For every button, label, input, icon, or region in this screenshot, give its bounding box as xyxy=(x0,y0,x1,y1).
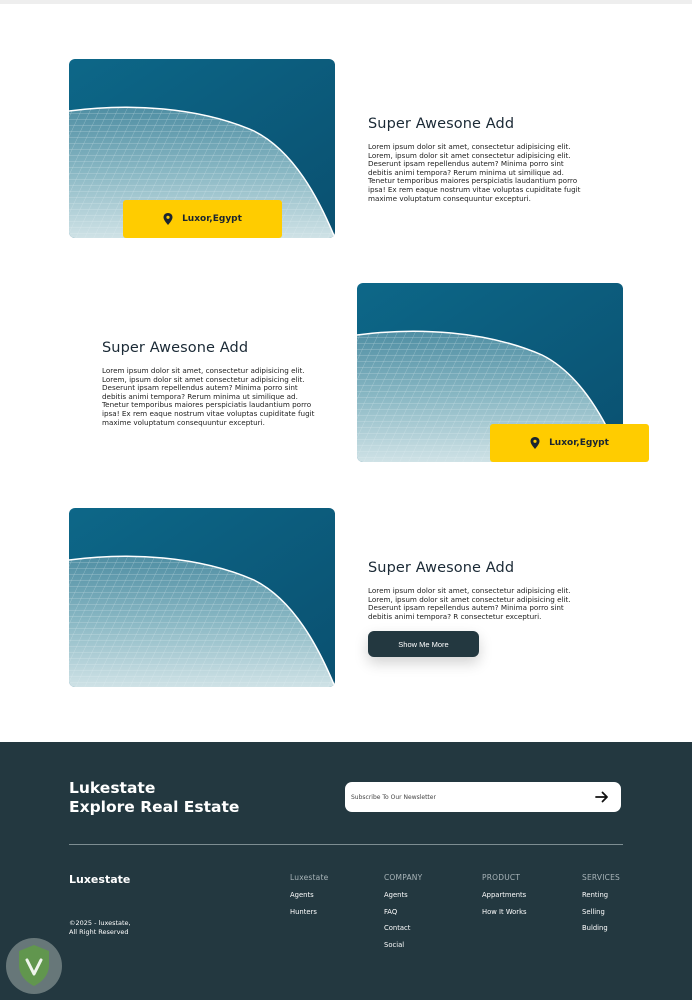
footer-link[interactable]: Appartments xyxy=(482,891,527,899)
footer-link[interactable]: Social xyxy=(384,940,405,949)
footer-column-services xyxy=(582,873,620,941)
copyright-line: All Right Reserved xyxy=(69,927,129,936)
footer-column-heading: PRODUCT xyxy=(482,873,521,882)
footer-divider xyxy=(69,844,623,845)
footer-column-luxestate xyxy=(290,873,328,924)
footer-brand-title: Lukestate xyxy=(69,779,156,797)
location-pin-icon xyxy=(530,437,540,449)
footer-link[interactable]: Bulding xyxy=(582,924,608,933)
newsletter-input[interactable] xyxy=(351,788,581,806)
arrow-right-icon[interactable] xyxy=(595,790,609,804)
footer-column-heading: Luxestate xyxy=(290,873,329,882)
footer-link[interactable]: Hunters xyxy=(290,907,317,916)
footer-link[interactable]: FAQ xyxy=(384,907,398,916)
footer-brand-tagline: Explore Real Estate xyxy=(69,798,240,816)
footer-link[interactable]: Agents xyxy=(384,891,408,899)
location-pin-icon xyxy=(163,213,173,225)
top-border xyxy=(0,0,692,4)
listing-description: Lorem ipsum dolor sit amet, consectetur adipisicing elit. Lorem, ipsum dolor sit amet consectetur adipisicing elit. Deserunt ipsam repellendus autem? Minima porro sint debitis animi tempora? Rerum minima ut similique ad. Tenetur temporibus maiores perspiciatis laudantium porro ipsa! Ex rem eaque nostrum vitae voluptas cupiditate fugit maxime voluptatum consequuntur excepturi. xyxy=(102,366,315,427)
newsletter-form xyxy=(345,782,621,812)
footer-logo: Luxestate xyxy=(69,873,131,886)
footer-column-heading: COMPANY xyxy=(384,873,423,882)
copyright-line: ©2025 - luxestate, xyxy=(69,919,131,927)
footer xyxy=(0,742,692,1000)
footer-column-heading: SERVICES xyxy=(582,873,620,882)
footer-link[interactable]: Renting xyxy=(582,891,609,899)
footer-link[interactable]: Agents xyxy=(290,891,314,899)
location-badge xyxy=(123,200,282,238)
listing-title: Super Awesone Add xyxy=(102,340,249,356)
listing-description: Lorem ipsum dolor sit amet, consectetur adipisicing elit. Lorem, ipsum dolor sit amet consectetur adipisicing elit. Deserunt ipsam repellendus autem? Minima porro sint debitis animi tempora? R consectetur excepturi. xyxy=(368,586,571,621)
copyright xyxy=(69,919,169,936)
footer-link[interactable]: How It Works xyxy=(482,907,527,916)
building-image xyxy=(69,508,335,687)
listing-photo[interactable] xyxy=(69,508,335,687)
location-label: Luxor,Egypt xyxy=(549,438,609,448)
location-badge xyxy=(490,424,649,462)
shield-logo-icon xyxy=(4,936,64,996)
listing-description: Lorem ipsum dolor sit amet, consectetur adipisicing elit. Lorem, ipsum dolor sit amet consectetur adipisicing elit. Deserunt ipsam repellendus autem? Minima porro sint debitis animi tempora? Rerum minima ut similique ad. Tenetur temporibus maiores perspiciatis laudantium porro ipsa! Ex rem eaque nostrum vitae voluptas cupiditate fugit maxime voluptatum consequuntur excepturi. xyxy=(368,142,581,203)
footer-column-product xyxy=(482,873,527,924)
footer-link[interactable]: Selling xyxy=(582,907,605,916)
footer-column-company xyxy=(384,873,422,957)
listing-title: Super Awesone Add xyxy=(368,560,515,576)
show-more-button[interactable]: Show Me More xyxy=(368,631,479,657)
footer-link[interactable]: Contact xyxy=(384,924,411,933)
listing-title: Super Awesone Add xyxy=(368,116,515,132)
location-label: Luxor,Egypt xyxy=(182,214,242,224)
